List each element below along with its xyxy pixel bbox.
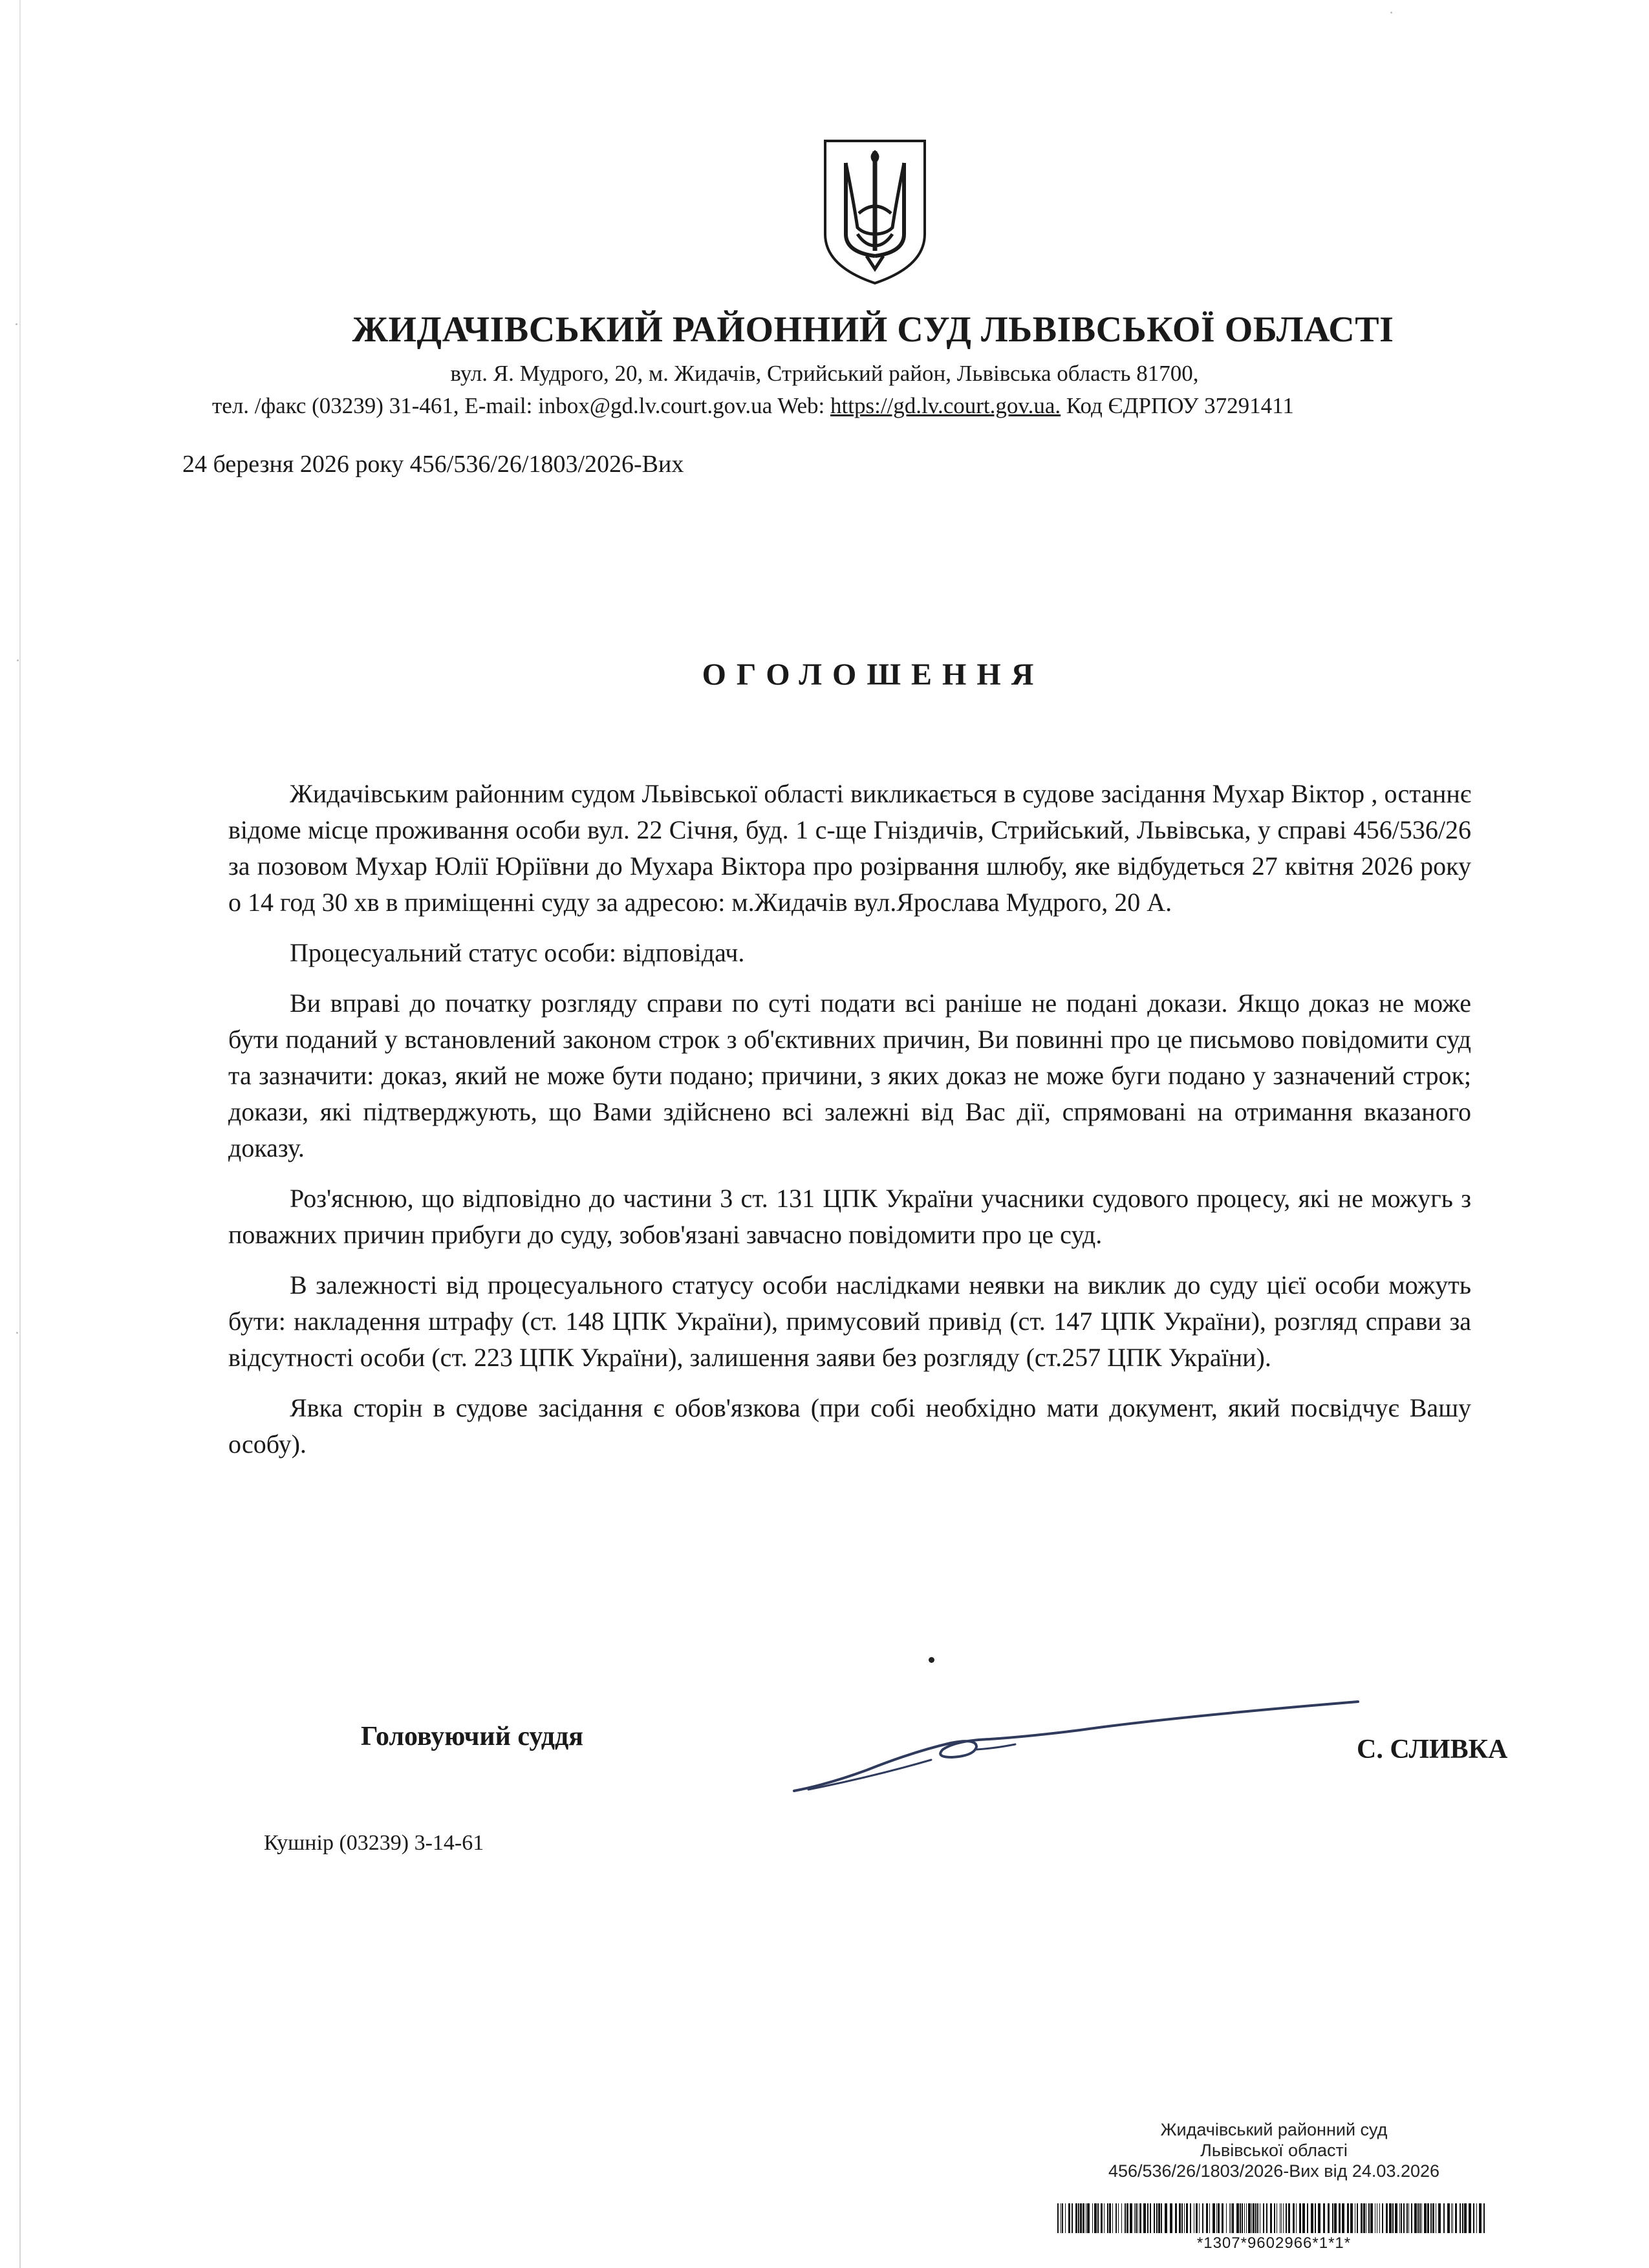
court-website-link[interactable]: https://gd.lv.court.gov.ua. [830, 393, 1061, 418]
scan-speck [1390, 12, 1392, 14]
paragraph-attendance: Явка сторін в судове засідання є обов'язкова (при собі необхідно мати документ, який посвідчує Вашу особу). [228, 1393, 1471, 1459]
court-contacts [212, 393, 1294, 419]
ink-spot [929, 1657, 934, 1663]
barcode-bar [1109, 2203, 1111, 2233]
contacts-prefix: тел. /факс (03239) 31-461, E-mail: inbox@gd.lv.court.gov.ua Web: [212, 393, 831, 418]
barcode-bar [1460, 2203, 1461, 2233]
barcode-bar [1293, 2203, 1295, 2233]
barcode-bar [1186, 2203, 1188, 2233]
barcode-bar [1302, 2203, 1305, 2233]
barcode-bar [1479, 2203, 1482, 2233]
barcode-bar [1181, 2203, 1183, 2233]
barcode-bar [1476, 2203, 1477, 2233]
barcode-bar [1443, 2203, 1445, 2233]
barcode-bar [1147, 2203, 1148, 2233]
barcode-bar [1112, 2203, 1113, 2233]
barcode-bar [1406, 2203, 1408, 2233]
barcode-bar [1395, 2203, 1397, 2233]
barcode-bar [1455, 2203, 1457, 2233]
barcode-bar [1281, 2203, 1282, 2233]
barcode-bar [1419, 2203, 1421, 2233]
barcode-bar [1175, 2203, 1177, 2233]
barcode-bar [1266, 2203, 1267, 2233]
barcode-bar [1255, 2203, 1256, 2233]
barcode-bar [1389, 2203, 1392, 2233]
barcode-bar [1154, 2203, 1155, 2233]
barcode-bar [1136, 2203, 1137, 2233]
barcode-bar [1251, 2203, 1252, 2233]
barcode-bar [1430, 2203, 1432, 2233]
barcode-bar [1232, 2203, 1234, 2233]
barcode-bar [1216, 2203, 1217, 2233]
barcode-bar [1116, 2203, 1117, 2233]
barcode-bar [1411, 2203, 1412, 2233]
barcode-bar [1190, 2203, 1191, 2233]
barcode-bar [1263, 2203, 1264, 2233]
court-name: ЖИДАЧІВСЬКИЙ РАЙОННИЙ СУД ЛЬВІВСЬКОЇ ОБЛАСТІ [352, 310, 1394, 350]
barcode-bar [1473, 2203, 1474, 2233]
paragraph-evidence: Ви вправі до початку розгляду справи по суті подати всі раніше не подані докази. Якщо доказ не може бути поданий у встановлений законом строк з об'єктивних причин, Ви повинні про це письмово повідомити суд та зазначити: доказ, який не може бути подано; причини, з яких доказ не може буги подано у зазначений строк; докази, які підтверджують, що Вами здійснено всі залежні від Вас дії, спрямовані на отримання вказаного доказу. [228, 989, 1471, 1162]
barcode-bar [1417, 2203, 1419, 2233]
document-title: ОГОЛОШЕННЯ [702, 658, 1044, 692]
barcode-bar [1307, 2203, 1308, 2233]
barcode-bar [1469, 2203, 1471, 2233]
barcode-bar [1134, 2203, 1135, 2233]
barcode-bar [1342, 2203, 1344, 2233]
stamp-reference-line: 456/536/26/1803/2026-Вих від 24.03.2026 [1108, 2161, 1440, 2181]
registration-stamp [1048, 2119, 1500, 2181]
barcode-bar [1399, 2203, 1400, 2233]
barcode-bar [1311, 2203, 1313, 2233]
barcode-bar [1403, 2203, 1405, 2233]
barcode-number: *1307*9602966*1*1* [1196, 2234, 1352, 2252]
barcode-bar [1451, 2203, 1452, 2233]
barcode-bar [1427, 2203, 1429, 2233]
barcode-bar [1236, 2203, 1239, 2233]
paragraph-consequences: В залежності від процесуального статусу особи наслідками неявки на виклик до суду цієї особи можуть бути: накладення штрафу (ст. 148 ЦПК України), примусовий привід (ст. 147 ЦПК України), розгляд справи за відсутності особи (ст. 223 ЦПК України), залишення заяви без розгляду (ст.257 ЦПК України). [228, 1270, 1471, 1372]
barcode-bar [1212, 2203, 1215, 2233]
barcode-bar [1078, 2203, 1079, 2233]
barcode-bar [1483, 2203, 1485, 2233]
barcode-bar [1226, 2203, 1227, 2233]
barcode-bar [1350, 2203, 1353, 2233]
court-address: вул. Я. Мудрого, 20, м. Жидачів, Стрийський район, Львівська область 81700, [450, 361, 1199, 386]
barcode-bar [1094, 2203, 1097, 2233]
barcode-bar [1363, 2203, 1365, 2233]
barcode-bar [1401, 2203, 1402, 2233]
barcode-bar [1196, 2203, 1198, 2233]
paragraph-status: Процесуальний статус особи: відповідач. [290, 938, 745, 967]
barcode-bar [1209, 2203, 1210, 2233]
barcode-bar [1179, 2203, 1181, 2233]
judge-title: Головуючий суддя [361, 1722, 583, 1751]
paragraph-notice: Роз'яснюю, що відповідно до частини 3 ст. 131 ЦПК України учасники судового процесу, які не можугь з поважних причин прибуги до суду, зобов'язані завчасно повідомити про це суд. [228, 1184, 1471, 1249]
barcode-bar [1206, 2203, 1208, 2233]
barcode-bar [1218, 2203, 1220, 2233]
clerk-contact: Кушнір (03239) 3-14-61 [264, 1831, 484, 1855]
barcode-bar [1072, 2203, 1073, 2233]
contacts-suffix: Код ЄДРПОУ 37291411 [1061, 393, 1294, 418]
scan-speck [16, 1332, 18, 1334]
barcode-bar [1165, 2203, 1167, 2233]
barcode-bar [1062, 2203, 1063, 2233]
barcode-bar [1139, 2203, 1141, 2233]
barcode-bar [1274, 2203, 1275, 2233]
barcode-bar [1438, 2203, 1441, 2233]
barcode-bar [1184, 2203, 1185, 2233]
barcode-bar [1222, 2203, 1223, 2233]
barcode-bar [1408, 2203, 1409, 2233]
barcode-bar [1083, 2203, 1084, 2233]
barcode-bar [1339, 2203, 1341, 2233]
document-reference: 24 березня 2026 року 456/536/26/1803/2026-Вих [182, 451, 684, 478]
barcode-bar [1379, 2203, 1380, 2233]
barcode-bar [1068, 2203, 1070, 2233]
barcode-bar [1244, 2203, 1245, 2233]
barcode-bar [1240, 2203, 1241, 2233]
barcode-bar [1370, 2203, 1373, 2233]
barcode-bar [1447, 2203, 1450, 2233]
stamp-court-line: Жидачівський районний суд [1160, 2120, 1388, 2139]
barcode-bar [1296, 2203, 1297, 2233]
barcode-bar [1368, 2203, 1370, 2233]
barcode-bar [1334, 2203, 1337, 2233]
barcode-bar [1170, 2203, 1172, 2233]
barcode-bar [1202, 2203, 1203, 2233]
barcode-bar [1161, 2203, 1162, 2233]
barcode-bar [1087, 2203, 1090, 2233]
barcode-bar [1065, 2203, 1066, 2233]
barcode-bar [1432, 2203, 1434, 2233]
barcode-bar [1137, 2203, 1138, 2233]
barcode-bar [1199, 2203, 1200, 2233]
barcode-bar [1283, 2203, 1284, 2233]
barcode-bar [1246, 2203, 1247, 2233]
barcode-bar [1328, 2203, 1330, 2233]
barcode-bar [1332, 2203, 1333, 2233]
barcode-bar [1125, 2203, 1126, 2233]
barcode-bar [1101, 2203, 1103, 2233]
barcode-bar [1414, 2203, 1417, 2233]
barcode-bar [1104, 2203, 1105, 2233]
stamp-region-line: Львівської області [1200, 2141, 1348, 2160]
barcode-bar [1299, 2203, 1301, 2233]
handwritten-signature-icon [782, 1687, 1364, 1804]
barcode-bar [1392, 2203, 1394, 2233]
barcode-bar [1464, 2203, 1467, 2233]
barcode-bar [1288, 2203, 1290, 2233]
barcode-bar [1242, 2203, 1243, 2233]
barcode-bar [1421, 2203, 1422, 2233]
barcode-bar [1248, 2203, 1251, 2233]
barcode-bar [1318, 2203, 1320, 2233]
barcode-bar [1315, 2203, 1316, 2233]
barcode-bar [1080, 2203, 1082, 2233]
barcode-bar [1361, 2203, 1363, 2233]
barcode-bar [1143, 2203, 1146, 2233]
barcode-bar [1386, 2203, 1388, 2233]
barcode-bar [1382, 2203, 1383, 2233]
barcode-bar [1229, 2203, 1230, 2233]
barcode-bar [1118, 2203, 1119, 2233]
barcode-bar [1156, 2203, 1158, 2233]
barcode-bar [1424, 2203, 1427, 2233]
barcode-bar [1057, 2203, 1059, 2233]
barcode-bar [1097, 2203, 1099, 2233]
barcode-bar [1323, 2203, 1325, 2233]
barcode-bar [1150, 2203, 1151, 2233]
paragraph-summons: Жидачівським районним судом Львівської області викликається в судове засідання Мухар Віктор , останнє відоме місце проживання особи вул. 22 Січня, буд. 1 с-ще Гніздичів, Стрийський, Львівська, у справі 456/536/26 за позовом Мухар Юлії Юріївни до Мухара Віктора про розірвання шлюбу, яке відбудеться 27 квітня 2026 року о 14 год 30 хв в приміщенні суду за адресою: м.Жидачів вул.Ярослава Мудрого, 20 А. [228, 779, 1471, 917]
barcode-bar [1130, 2203, 1132, 2233]
barcode-icon [1057, 2203, 1487, 2233]
barcode-bar [1462, 2203, 1463, 2233]
barcode-bar [1257, 2203, 1258, 2233]
barcode-bar [1286, 2203, 1287, 2233]
ukraine-trident-emblem-icon [820, 137, 930, 287]
document-body [228, 776, 1471, 1477]
judge-name: С. СЛИВКА [1357, 1735, 1508, 1764]
barcode-bar [1253, 2203, 1255, 2233]
barcode-bar [1075, 2203, 1077, 2233]
barcode-bar [1158, 2203, 1160, 2233]
barcode-bar [1270, 2203, 1272, 2233]
barcode-bar [1452, 2203, 1453, 2233]
barcode-bar [1357, 2203, 1358, 2233]
barcode-bar [1126, 2203, 1128, 2233]
barcode-bar [1121, 2203, 1122, 2233]
barcode-bar [1107, 2203, 1108, 2233]
barcode-bar [1092, 2203, 1093, 2233]
barcode-bar [1347, 2203, 1349, 2233]
